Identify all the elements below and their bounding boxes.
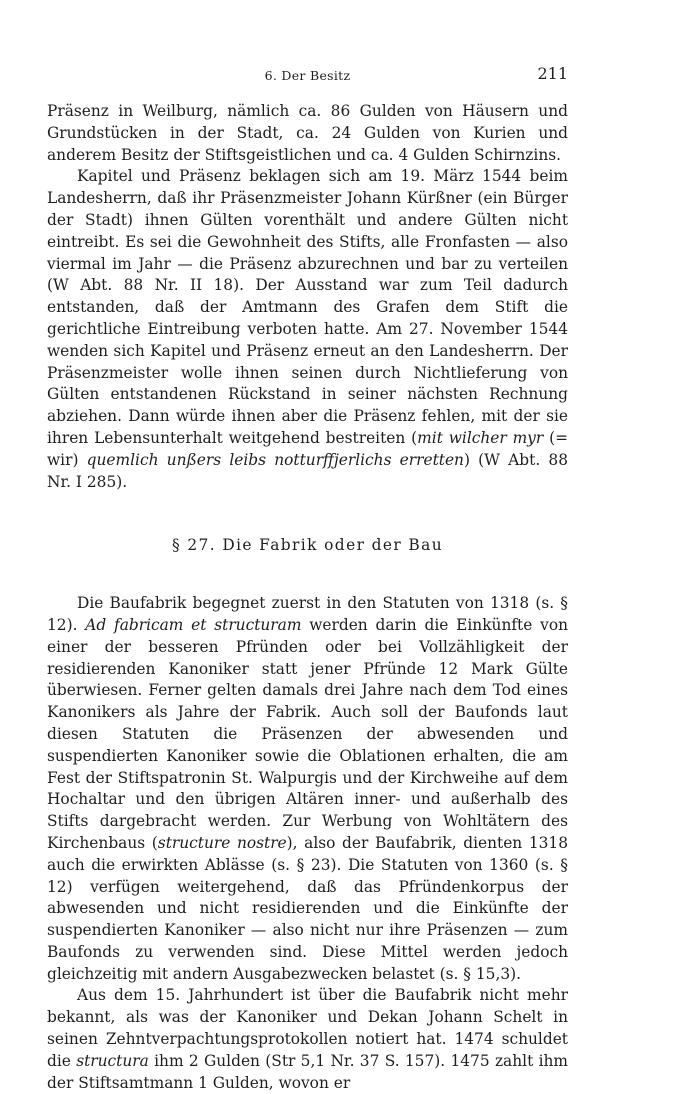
section-title: § 27. Die Fabrik oder der Bau: [171, 536, 444, 555]
paragraph-continuation: Präsenz in Weilburg, nämlich ca. 86 Gulden von Häusern und Grundstücken in der Stadt, ca. 24 Gulden von Kurien und anderem Besitz der Stiftsgeistlichen und ca. 4 Gulden Schirnzins.: [47, 102, 568, 164]
text-run: (= wir): [47, 428, 569, 469]
text-run: ) (W Abt. 88 Nr. I 285).: [47, 450, 569, 491]
paragraph-complaint-1544: [47, 166, 568, 493]
body-text: [47, 101, 568, 1094]
text-run: Aus dem 15. Jahrhundert ist über die Baufabrik nicht mehr bekannt, als was der Kanoniker und Dekan Johann Schelt in seinen Zehntverpachtungsprotokollen notiert hat. 1474 schuldet die: [47, 986, 568, 1070]
text-run: werden darin die Einkünfte von einer der besseren Pfründen oder bei Vollzähligkeit der residierenden Kanoniker statt jener Pfründe 12 Mark Gülte überwiesen. Ferner gelten damals drei Jahre nach dem Tod eines Kanonikers als Jahre der Fabrik. Auch soll der Baufonds laut diesen Statuten die Präsenzen der abwesenden und suspendierten Kanoniker sowie die Oblationen erhalten, die am Fest der Stiftspatronin St. Walpurgis und der Kirchweihe auf dem Hochaltar und den übrigen Altären inner- und außerhalb des Stifts dargebracht werden. Zur Werbung von Wohltätern des Kirchenbaus (: [47, 615, 568, 852]
text-run: Kapitel und Präsenz beklagen sich am 19. März 1544 beim Landesherrn, daß ihr Präsenzmeister Johann Kürßner (ein Bürger der Stadt) ihnen Gülten vorenthält und andere Gülten nicht eintreibt. Es sei die Gewohnheit des Stifts, alle Fronfasten — also viermal im Jahr — die Präsenz abzurechnen und bar zu verteilen (W Abt. 88 Nr. II 18). Der Ausstand war zum Teil dadurch entstanden, daß der Amtmann des Grafen dem Stift die gerichtliche Eintreibung verboten hatte. Am 27. November 1544 wenden sich Kapitel und Präsenz erneut an den Landesherrn. Der Präsenzmeister wolle ihnen seinen durch Nichtlieferung von Gülten entstandenen Rückstand in seiner nächsten Rechnung abziehen. Dann würde ihnen aber die Präsenz fehlen, mit der sie ihren Lebensunterhalt weitgehend bestreiten (: [47, 167, 568, 447]
text-run: Die Baufabrik begegnet zuerst in den Statuten von 1318 (s. § 12).: [47, 594, 568, 634]
text-run: ihm 2 Gulden (Str 5,1 Nr. 37 S. 157). 1475 zahlt ihm der Stiftsamtmann 1 Gulden, wovon er: [47, 1051, 568, 1092]
paragraph-15th-century: [47, 985, 568, 1094]
quote-italic: mit wilcher myr: [417, 428, 544, 447]
latin-italic: Ad fabricam et structuram: [85, 615, 302, 634]
page-number: 211: [537, 64, 568, 83]
paragraph-baufabrik: [47, 593, 568, 985]
page-header: [47, 64, 568, 88]
quote-italic: quemlich unßers leibs notturffjerlichs erretten: [86, 450, 464, 469]
latin-italic: structura: [76, 1051, 149, 1070]
running-head: 6. Der Besitz: [264, 68, 351, 83]
latin-italic: structure nostre: [157, 833, 287, 852]
text-run: ), also der Baufabrik, dienten 1318 auch die erwirkten Ablässe (s. § 23). Die Statuten von 1360 (s. § 12) verfügen weitergehend, daß das Pfründenkorpus der abwesenden und nicht residierenden und die Einkünfte der suspendierten Kanoniker — also nicht nur ihre Präsenzen — zum Baufonds zu verwenden sind. Diese Mittel werden jedoch gleichzeitig mit andern Ausgabezwecken belastet (s. § 15,3).: [47, 833, 568, 983]
